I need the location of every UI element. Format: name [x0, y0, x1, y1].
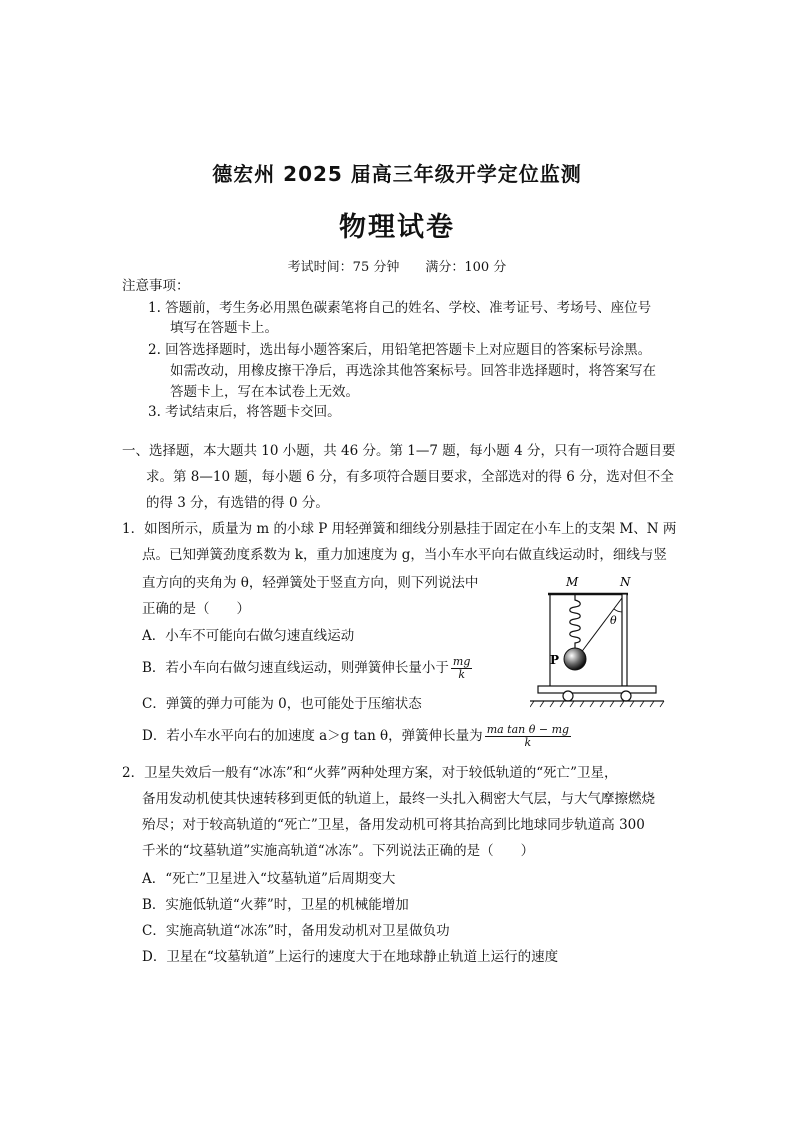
q2-option-c: C．实施高轨道“冰冻”时，备用发动机对卫星做负功: [142, 923, 450, 939]
notice-heading: 注意事项：: [122, 278, 190, 294]
label-theta: θ: [610, 614, 617, 627]
q1-option-c: C．弹簧的弹力可能为 0，也可能处于压缩状态: [142, 696, 422, 712]
q1-figure: [530, 572, 670, 712]
fraction: [485, 724, 571, 749]
fraction-numerator: mg: [452, 655, 471, 668]
ground-hatching: [530, 701, 664, 707]
q2-option-a: A．“死亡”卫星进入“坟墓轨道”后周期变大: [142, 871, 396, 887]
section-instruction: 一、选择题，本大题共 10 小题，共 46 分。第 1—7 题，每小题 4 分，只有一项符合题目要: [122, 443, 676, 459]
notice-line: 填写在答题卡上。: [170, 320, 278, 336]
q1-option-d-text: D．若小车水平向右的加速度 a＞g tan θ，弹簧伸长量为: [142, 728, 483, 744]
notice-line: 1. 答题前，考生务必用黑色碳素笔将自己的姓名、学校、准考证号、考场号、座位号: [148, 300, 652, 316]
q2-stem: 备用发动机使其快速转移到更低的轨道上，最终一头扎入稠密大气层，与大气摩擦燃烧: [142, 791, 655, 807]
q2-option-d: D．卫星在“坟墓轨道”上运行的速度大于在地球静止轨道上运行的速度: [142, 949, 559, 965]
ball: [564, 648, 586, 670]
q1-option-b-text: B．若小车向右做匀速直线运动，则弹簧伸长量小于: [142, 660, 449, 676]
spring: [570, 594, 581, 650]
angle-arc: [614, 609, 622, 612]
label-p: P: [550, 653, 560, 667]
fraction-denominator: k: [524, 736, 532, 749]
q1-option-a: A．小车不可能向右做匀速直线运动: [142, 628, 355, 644]
fraction: [451, 656, 472, 681]
section-instruction: 求。第 8—10 题，每小题 6 分，有多项符合题目要求，全部选对的得 6 分，选对但不全: [146, 469, 674, 485]
cart-body: [538, 686, 656, 693]
exam-time: 考试时间：75 分钟: [287, 260, 400, 275]
q1-stem: 点。已知弹簧劲度系数为 k，重力加速度为 g，当小车水平向右做直线运动时，细线与竖: [142, 547, 667, 563]
fraction-numerator: ma tan θ − mg: [486, 723, 570, 736]
exam-info: [0, 256, 794, 275]
notice-line: 2. 回答选择题时，选出每小题答案后，用铅笔把答题卡上对应题目的答案标号涂黑。: [148, 342, 652, 358]
q1-option-b: [142, 656, 474, 681]
support-post: [622, 594, 627, 686]
wheel: [563, 691, 573, 701]
label-n: N: [620, 575, 631, 589]
exam-score: 满分：100 分: [425, 260, 507, 275]
subject-title: 物理试卷: [339, 212, 455, 243]
q2-stem: 2．卫星失效后一般有“冰冻”和“火葬”两种处理方案，对于较低轨道的“死亡”卫星，: [122, 765, 618, 781]
wheel: [621, 691, 631, 701]
notice-line: 3. 考试结束后，将答题卡交回。: [148, 404, 341, 420]
label-m: M: [566, 575, 579, 589]
fraction-denominator: k: [458, 668, 465, 681]
q2-stem: 殆尽；对于较高轨道的“死亡”卫星，备用发动机可将其抬高到比地球同步轨道高 300: [142, 817, 645, 833]
q2-stem: 千米的“坟墓轨道”实施高轨道“冰冻”。下列说法正确的是（ ）: [142, 843, 535, 859]
q1-option-d: [142, 724, 573, 749]
q1-stem: 正确的是（ ）: [142, 601, 250, 617]
exam-title: 德宏州 2025 届高三年级开学定位监测: [212, 162, 582, 186]
q2-option-b: B．实施低轨道“火葬”时，卫星的机械能增加: [142, 897, 409, 913]
q1-stem: 直方向的夹角为 θ，轻弹簧处于竖直方向，则下列说法中: [142, 575, 479, 591]
q1-stem: 1．如图所示，质量为 m 的小球 P 用轻弹簧和细线分别悬挂于固定在小车上的支架 M、N 两: [122, 521, 677, 537]
section-instruction: 的得 3 分，有选错的得 0 分。: [146, 495, 329, 511]
notice-line: 答题卡上，写在本试卷上无效。: [170, 384, 359, 400]
notice-line: 如需改动，用橡皮擦干净后，再选涂其他答案标号。回答非选择题时，将答案写在: [170, 363, 656, 379]
